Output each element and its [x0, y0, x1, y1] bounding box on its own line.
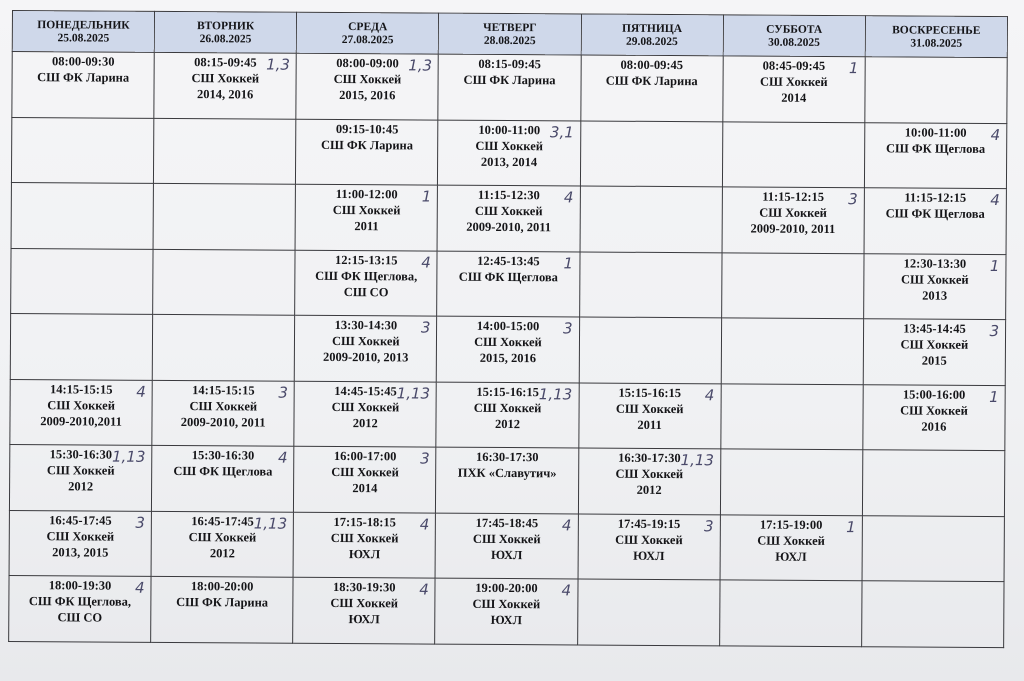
session-time: 08:00-09:30	[51, 54, 115, 69]
handwritten-note: 4	[561, 516, 572, 535]
schedule-cell	[864, 122, 1007, 188]
schedule-cell	[577, 579, 720, 645]
schedule-cell	[11, 183, 154, 249]
handwritten-note: 1,13	[680, 451, 715, 470]
session-team: СШ Хоккей 2015, 2016	[333, 71, 402, 103]
day-date: 26.08.2025	[199, 33, 252, 46]
time-slot-row	[11, 117, 1006, 189]
session-time: 17:15-19:00	[759, 517, 823, 532]
time-slot-row	[9, 445, 1004, 517]
session-time: 18:00-20:00	[190, 579, 254, 594]
header-row	[12, 11, 1007, 58]
session-time: 15:30-16:30	[49, 447, 113, 462]
schedule-cell	[723, 56, 866, 122]
schedule-cell	[435, 513, 578, 579]
session-team: СШ Хоккей 2009-2010, 2011	[750, 205, 836, 237]
session-time: 12:45-13:45	[477, 253, 540, 268]
session-time: 15:15-16:15	[618, 385, 682, 400]
schedule-cell	[863, 384, 1006, 450]
day-date: 28.08.2025	[483, 34, 536, 48]
session-team: СШ ФК Ларина	[37, 70, 130, 85]
day-header	[154, 11, 296, 53]
schedule-cell	[579, 252, 722, 318]
handwritten-note: 4	[277, 448, 288, 467]
schedule-cell	[436, 447, 579, 513]
session-team: СШ Хоккей 2015, 2016	[474, 335, 542, 366]
session-team: СШ Хоккей 2014	[759, 74, 828, 105]
session-time: 17:15-18:15	[333, 514, 397, 530]
time-slot-row	[9, 510, 1004, 582]
schedule-cell	[722, 187, 865, 253]
session-team: СШ Хоккей 2012	[188, 529, 257, 561]
day-header	[439, 13, 581, 55]
schedule-cell	[862, 450, 1005, 516]
session-team: СШ ФК Ларина	[321, 137, 414, 152]
handwritten-note: 1,3	[408, 56, 433, 75]
session-team: ПХК «Славутич»	[457, 466, 557, 481]
session-team: СШ Хоккей ЮХЛ	[472, 597, 541, 628]
session-team: СШ Хоккей ЮХЛ	[757, 533, 825, 564]
time-slot-row	[10, 314, 1005, 386]
day-name: СУББОТА	[766, 23, 823, 36]
session-team: СШ Хоккей ЮХЛ	[330, 596, 399, 627]
handwritten-note: 3	[563, 319, 573, 338]
handwritten-note: 4	[704, 385, 715, 405]
session-team: СШ Хоккей ЮХЛ	[330, 530, 399, 562]
day-header	[865, 16, 1007, 58]
session-team: СШ Хоккей 2013, 2015	[46, 529, 115, 560]
session-team: СШ ФК Щеглова, СШ СО	[315, 268, 418, 299]
time-slot-row	[11, 183, 1006, 255]
schedule-cell	[863, 253, 1006, 319]
handwritten-note: 3	[989, 322, 1000, 341]
handwritten-note: 1	[421, 187, 432, 206]
time-slot-row	[9, 576, 1004, 648]
session-team: СШ ФК Щеглова	[886, 140, 986, 156]
session-team: СШ Хоккей 2011	[615, 401, 684, 432]
session-team: СШ Хоккей 2013, 2014	[475, 138, 544, 169]
day-name: ВТОРНИК	[196, 20, 255, 33]
session-team: СШ ФК Ларина	[605, 73, 698, 89]
day-date: 25.08.2025	[57, 32, 110, 45]
session-time: 13:30-14:30	[334, 318, 398, 333]
handwritten-note: 4	[419, 580, 429, 599]
schedule-cell	[720, 449, 863, 515]
handwritten-note: 4	[561, 581, 572, 600]
day-date: 27.08.2025	[341, 34, 394, 47]
schedule-cell	[295, 184, 438, 250]
day-header	[723, 15, 865, 57]
handwritten-note: 1,13	[538, 384, 573, 404]
session-time: 14:45-15:45	[334, 383, 397, 399]
schedule-cell	[9, 576, 152, 642]
schedule-cell	[863, 319, 1006, 385]
session-time: 13:45-14:45	[903, 321, 966, 337]
schedule-cell	[295, 315, 438, 381]
time-slot-row	[12, 52, 1007, 124]
schedule-cell	[11, 117, 154, 183]
session-time: 08:45-09:45	[762, 58, 826, 73]
day-header	[581, 14, 723, 56]
handwritten-note: 1	[848, 59, 859, 78]
schedule-cell	[11, 248, 154, 314]
handwritten-note: 3	[848, 190, 858, 209]
session-team: СШ Хоккей 2013	[900, 272, 969, 303]
session-time: 15:00-16:00	[902, 387, 966, 402]
day-name: ПОНЕДЕЛЬНИК	[37, 19, 130, 32]
schedule-cell	[152, 380, 295, 446]
session-team: СШ Хоккей 2012	[331, 399, 400, 430]
schedule-cell	[861, 581, 1004, 647]
session-time: 16:00-17:00	[333, 449, 397, 464]
handwritten-note: 4	[990, 125, 1001, 144]
session-time: 16:30-17:30	[475, 450, 539, 465]
session-team: СШ ФК Щеглова	[173, 464, 273, 479]
handwritten-note: 4	[421, 253, 431, 272]
session-time: 14:00-15:00	[476, 319, 540, 334]
schedule-cell	[865, 57, 1008, 123]
schedule-cell	[296, 53, 439, 119]
session-time: 12:30-13:30	[903, 256, 967, 271]
schedule-cell	[293, 512, 436, 578]
schedule-cell	[721, 252, 864, 318]
session-time: 08:00-09:00	[336, 55, 399, 71]
session-team: СШ ФК Щеглова, СШ СО	[28, 594, 132, 625]
handwritten-note: 1,13	[396, 384, 431, 403]
schedule-cell	[10, 314, 153, 380]
session-team: СШ Хоккей 2009-2010, 2011	[180, 398, 266, 430]
session-time: 14:15-15:15	[49, 381, 113, 397]
session-time: 09:15-10:45	[335, 121, 399, 136]
session-time: 14:15-15:15	[192, 382, 255, 398]
schedule-cell	[9, 510, 152, 576]
schedule-cell	[579, 317, 722, 383]
session-time: 16:45-17:45	[191, 513, 254, 529]
day-date: 29.08.2025	[626, 35, 678, 49]
day-header	[297, 12, 439, 54]
handwritten-note: 3	[420, 449, 430, 468]
schedule-cell	[580, 121, 723, 187]
day-header	[12, 11, 154, 53]
session-team: СШ ФК Щеглова	[458, 269, 558, 284]
session-team: СШ Хоккей 2012	[615, 466, 684, 498]
schedule-cell	[438, 120, 581, 186]
schedule-cell	[151, 511, 294, 577]
handwritten-note: 1,13	[253, 514, 288, 533]
schedule-cell	[578, 383, 721, 449]
session-team: СШ Хоккей 2014, 2016	[191, 71, 260, 102]
session-time: 11:00-12:00	[335, 187, 398, 202]
session-team: СШ Хоккей ЮХЛ	[472, 531, 541, 562]
handwritten-note: 4	[135, 579, 145, 598]
schedule-cell	[293, 578, 436, 644]
schedule-cell	[12, 52, 155, 118]
day-name: ПЯТНИЦА	[621, 22, 683, 36]
schedule-cell	[580, 186, 723, 252]
session-team: СШ Хоккей ЮХЛ	[615, 532, 683, 563]
time-slot-row	[10, 379, 1005, 451]
session-time: 18:30-19:30	[333, 580, 396, 595]
schedule-cell	[437, 251, 580, 317]
session-time: 17:45-19:15	[617, 516, 681, 531]
session-time: 11:15-12:30	[477, 187, 540, 203]
session-team: СШ ФК Щеглова	[885, 206, 985, 222]
session-team: СШ Хоккей 2015	[900, 337, 969, 368]
handwritten-note: 4	[419, 515, 430, 534]
handwritten-note: 3	[703, 517, 714, 536]
schedule-cell	[719, 580, 862, 646]
schedule-cell	[154, 52, 297, 118]
schedule-cell	[153, 249, 296, 315]
session-time: 16:30-17:30	[618, 450, 681, 466]
schedule-cell	[9, 445, 152, 511]
session-team: СШ Хоккей 2014	[331, 465, 399, 496]
handwritten-note: 3,1	[549, 122, 574, 141]
handwritten-note: 1	[563, 254, 574, 273]
handwritten-note: 3	[135, 513, 146, 532]
session-time: 19:00-20:00	[475, 581, 538, 596]
schedule-cell	[721, 384, 864, 450]
session-team: СШ Хоккей 2012	[46, 463, 115, 494]
handwritten-note: 1,3	[266, 55, 291, 74]
schedule-cell	[578, 514, 721, 580]
handwritten-note: 1,13	[111, 447, 146, 467]
day-date: 31.08.2025	[910, 37, 963, 50]
session-time: 10:00-11:00	[478, 122, 541, 137]
session-time: 11:15-12:15	[762, 189, 825, 205]
handwritten-note: 3	[420, 318, 431, 337]
session-time: 16:45-17:45	[49, 513, 112, 528]
session-time: 08:15-09:45	[478, 56, 541, 72]
weekly-schedule-table	[8, 10, 1008, 648]
day-name: ЧЕТВЕРГ	[483, 21, 537, 35]
schedule-cell	[154, 118, 297, 184]
schedule-cell	[438, 54, 581, 120]
handwritten-note: 4	[136, 382, 146, 401]
handwritten-note: 1	[989, 256, 1000, 275]
schedule-cell	[721, 318, 864, 384]
schedule-cell	[152, 315, 295, 381]
session-team: СШ Хоккей 2009-2010,2011	[40, 397, 122, 429]
session-time: 12:15-13:15	[335, 252, 398, 268]
day-date: 30.08.2025	[768, 36, 820, 49]
schedule-cell	[862, 516, 1005, 582]
session-team: СШ Хоккей 2012	[473, 400, 542, 431]
session-time: 08:15-09:45	[194, 55, 257, 70]
day-name: ВОСКРЕСЕНЬЕ	[892, 24, 981, 37]
session-team: СШ ФК Ларина	[176, 595, 269, 610]
session-time: 15:15-16:15	[476, 384, 539, 399]
schedule-cell	[296, 119, 439, 185]
schedule-cell	[435, 578, 578, 644]
schedule-cell	[151, 577, 294, 643]
session-time: 18:00-19:30	[48, 578, 112, 593]
handwritten-note: 1	[989, 387, 999, 406]
session-team: СШ Хоккей 2016	[900, 403, 968, 434]
session-team: СШ Хоккей 2009-2010, 2013	[322, 334, 409, 365]
session-team: СШ ФК Ларина	[463, 72, 556, 88]
session-time: 17:45-18:45	[475, 515, 539, 531]
day-name: СРЕДА	[348, 21, 388, 34]
schedule-cell	[294, 447, 437, 513]
schedule-cell	[580, 55, 723, 121]
handwritten-note: 4	[563, 188, 574, 207]
session-time: 15:30-16:30	[191, 448, 255, 463]
schedule-cell	[864, 188, 1007, 254]
schedule-cell	[437, 316, 580, 382]
schedule-cell	[722, 121, 865, 187]
schedule-cell	[152, 446, 295, 512]
schedule-cell	[10, 379, 153, 445]
handwritten-note: 4	[990, 191, 1000, 210]
session-team: СШ Хоккей 2009-2010, 2011	[466, 203, 552, 235]
session-time: 11:15-12:15	[904, 190, 967, 205]
schedule-cell	[294, 381, 437, 447]
handwritten-note: 3	[278, 383, 289, 402]
schedule-cell	[153, 183, 296, 249]
schedule-cell	[720, 515, 863, 581]
time-slot-row	[11, 248, 1006, 320]
schedule-cell	[436, 382, 579, 448]
session-time: 10:00-11:00	[904, 125, 967, 140]
schedule-cell	[437, 185, 580, 251]
handwritten-note: 1	[846, 517, 856, 536]
session-team: СШ Хоккей 2011	[332, 203, 401, 234]
schedule-cell	[295, 250, 438, 316]
session-time: 08:00-09:45	[620, 57, 684, 73]
schedule-cell	[578, 448, 721, 514]
